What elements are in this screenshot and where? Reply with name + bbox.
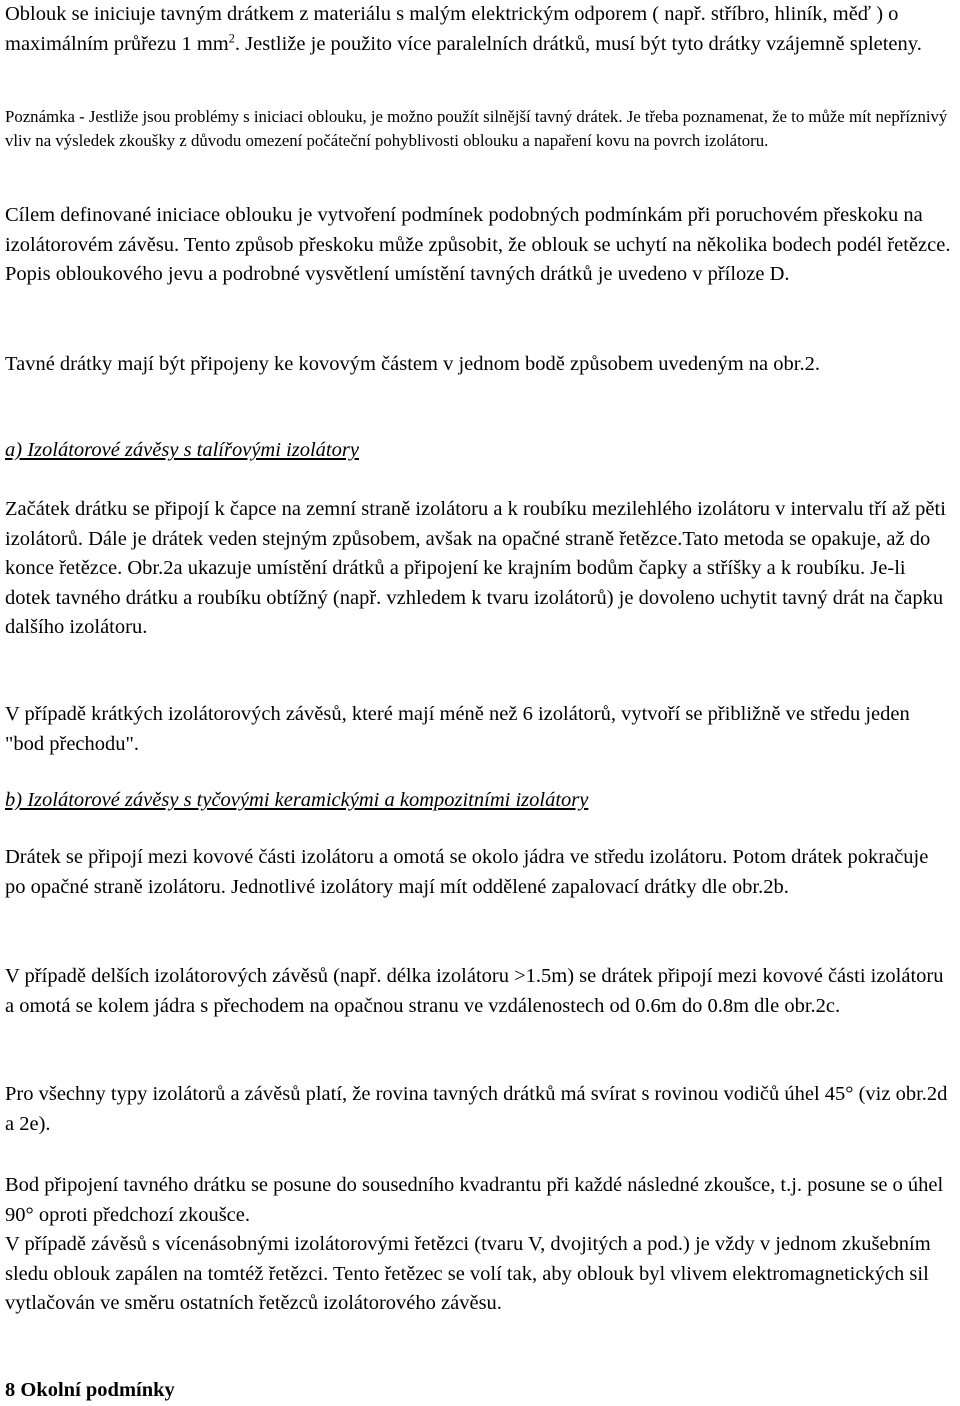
paragraph-arc-initiation-text-b: . Jestliže je použito více paralelních drátků, musí být tyto drátky vzájemně spleteny. <box>234 32 922 55</box>
note-paragraph: Poznámka - Jestliže jsou problémy s iniciaci oblouku, je možno použít silnější tavný drátek. Je třeba poznamenat, že to může mít nepříznivý vliv na výsledek zkoušky z důvodu omezení počáteční pohyblivosti oblouku a napaření kovu na povrch izolátoru. <box>5 107 948 150</box>
paragraph-wire-plane-angle: Pro všechny typy izolátorů a závěsů platí, že rovina tavných drátků má svírat s rovinou vodičů úhel 45° (viz obr.2d a 2e). <box>5 1083 948 1135</box>
paragraph-wire-start: Začátek drátku se připojí k čapce na zemní straně izolátoru a k roubíku mezilehlého izolátoru v intervalu tří až pěti izolátorů. Dále je drátek veden stejným způsobem, avšak na opačné straně řetězce.Tato metoda se opakuje, až do konce řetězce. Obr.2a ukazuje umístění drátků a připojení ke krajním bodům čapky a stříšky a k roubíku. Je-li dotek tavného drátku a roubíku obtížný (např. vzhledem k tvaru izolátorů) je dovoleno uchytit tavný drát na čapku dalšího izolátoru. <box>5 498 946 638</box>
subheading-long-rod-insulators: b) Izolátorové závěsy s tyčovými keramickými a kompozitními izolátory <box>5 789 589 811</box>
paragraph-wire-between-metal-parts: Drátek se připojí mezi kovové části izolátoru a omotá se okolo jádra ve středu izolátoru. Potom drátek pokračuje po opačné straně izolátoru. Jednotlivé izolátory mají mít oddělené zapalovací drátky dle obr.2b. <box>5 846 929 898</box>
paragraph-initiation-purpose: Cílem definované iniciace oblouku je vytvoření podmínek podobných podmínkám při poruchovém přeskoku na izolátorovém závěsu. Tento způsob přeskoku může způsobit, že oblouk se uchytí na několika bodech podél řetězce. Popis obloukového jevu a podrobné vysvětlení umístění tavných drátků je uvedeno v příloze D. <box>5 204 951 285</box>
paragraph-longer-strings: V případě delších izolátorových závěsů (např. délka izolátoru >1.5m) se drátek připojí mezi kovové části izolátoru a omotá se kolem jádra s přechodem na opačnou stranu ve vzdálenostech od 0.6m do 0.8m dle obr.2c. <box>5 965 944 1017</box>
section-heading-ambient-conditions: 8 Okolní podmínky <box>5 1379 175 1401</box>
paragraph-arc-initiation <box>5 0 953 59</box>
paragraph-group-quadrant <box>5 1171 953 1319</box>
paragraph-short-strings: V případě krátkých izolátorových závěsů, které mají méně než 6 izolátorů, vytvoří se přibližně ve středu jeden "bod přechodu". <box>5 703 910 755</box>
superscript-2: 2 <box>228 31 235 46</box>
subheading-cap-and-pin-insulators: a) Izolátorové závěsy s talířovými izolátory <box>5 439 359 461</box>
paragraph-multiple-strings: V případě závěsů s vícenásobnými izolátorovými řetězci (tvaru V, dvojitých a pod.) je vždy v jednom zkušebním sledu oblouk zapálen na tomtéž řetězci. Tento řetězec se volí tak, aby oblouk byl vlivem elektromagnetických sil vytlačován ve směru ostatních řetězců izolátorového závěsu. <box>5 1233 931 1314</box>
paragraph-wire-connection: Tavné drátky mají být připojeny ke kovovým částem v jednom bodě způsobem uvedeným na obr.2. <box>5 353 820 375</box>
paragraph-arc-initiation-text-a: Oblouk se iniciuje tavným drátkem z materiálu s malým elektrickým odporem ( např. stříbro, hliník, měď ) o maximálním průřezu 1 mm <box>5 3 899 55</box>
paragraph-quadrant-shift: Bod připojení tavného drátku se posune do sousedního kvadrantu při každé následné zkoušce, t.j. posune se o úhel 90° oproti předchozí zkoušce. <box>5 1174 944 1226</box>
